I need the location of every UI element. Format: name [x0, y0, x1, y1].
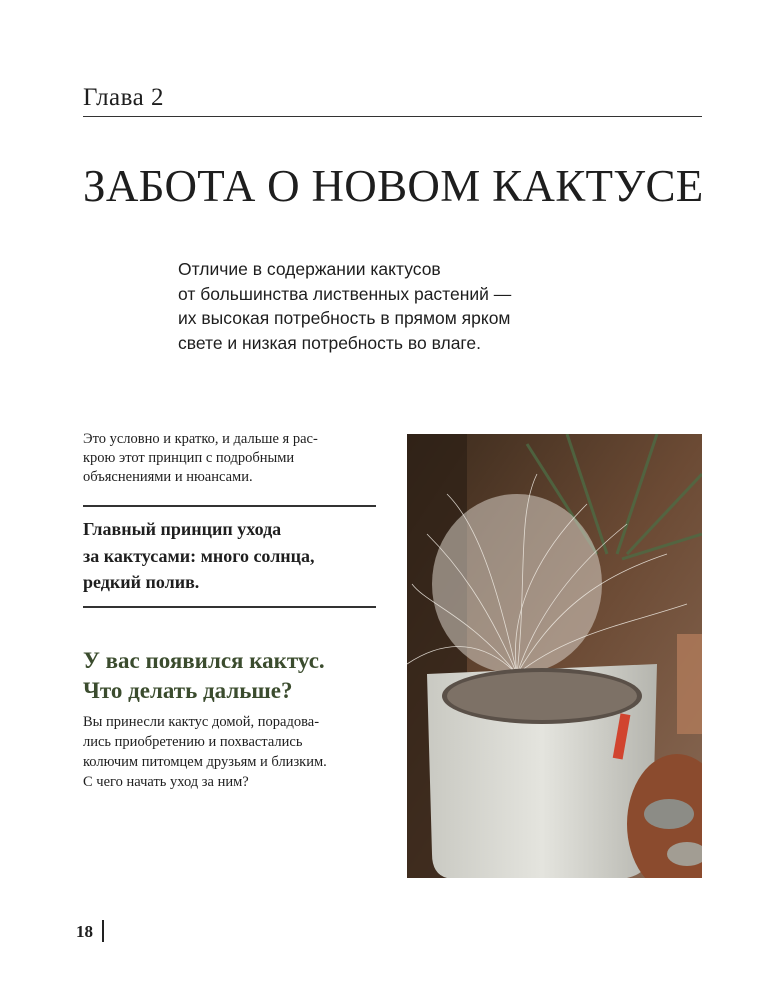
cactus-photo: [407, 434, 702, 878]
intro-paragraph: [83, 430, 383, 487]
header-rule: [83, 116, 702, 117]
body-paragraph: [83, 712, 327, 792]
body-line: колючим питомцем друзьям и близким.: [83, 754, 327, 770]
lead-line: от большинства лиственных растений —: [178, 283, 512, 304]
callout-rule-bottom: [83, 606, 376, 608]
heading-line: У вас появился кактус.: [83, 648, 325, 673]
section-heading: [83, 646, 325, 706]
page-number-bar: [102, 920, 104, 942]
intro-line: Это условно и кратко, и дальше я рас-: [83, 431, 318, 447]
heading-line: Что делать дальше?: [83, 678, 293, 703]
intro-line: объяснениями и нюансами.: [83, 469, 253, 485]
chapter-label: Глава 2: [83, 84, 164, 111]
lead-line: их высокая потребность в прямом ярком: [178, 308, 511, 328]
page-title: ЗАБОТА О НОВОМ КАКТУСЕ: [83, 161, 704, 211]
lead-line: Отличие в содержании кактусов: [178, 259, 441, 279]
body-line: лись приобретению и похвастались: [83, 734, 303, 750]
principle-line: редкий полив.: [83, 572, 200, 592]
principle-line: за кактусами: много солнца,: [83, 545, 315, 566]
principle-callout: [83, 516, 315, 596]
lead-line: свете и низкая потребность во влаге.: [178, 332, 482, 353]
lead-paragraph: [178, 257, 598, 355]
body-line: Вы принесли кактус домой, порадова-: [83, 714, 320, 730]
callout-rule-top: [83, 505, 376, 507]
body-line: С чего начать уход за ним?: [83, 774, 249, 790]
principle-line: Главный принцип ухода: [83, 519, 282, 539]
page-number: 18: [76, 922, 93, 941]
intro-line: крою этот принцип с подробными: [83, 450, 295, 466]
